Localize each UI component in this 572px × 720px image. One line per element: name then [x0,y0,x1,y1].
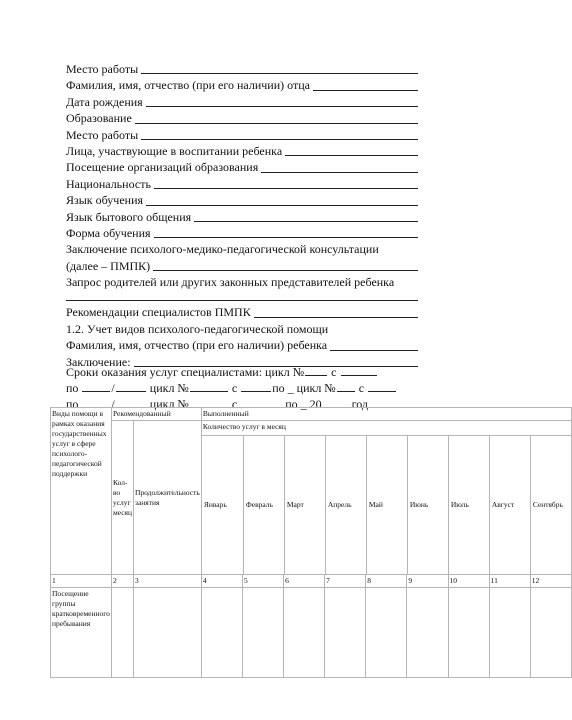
form-label: Посещение организаций образования [66,160,259,175]
form-label: Место работы [66,61,139,76]
month-header: Март [284,436,325,574]
form-label: Дата рождения [66,94,143,109]
table-row [51,588,572,678]
cell[interactable] [325,588,366,678]
schedule-label: Сроки оказания услуг специалистами: цикл № [66,365,305,379]
to-cycle-label: по _ цикл № [272,381,336,395]
month-header: Апрель [325,436,366,574]
cell[interactable] [242,588,283,678]
form-label: (далее – ПМПК) [66,258,151,273]
form-label: Рекомендации специалистов ПМПК [66,305,251,320]
assistance-table [50,407,572,678]
header-per-month: Количество услуг в месяц [202,422,286,431]
column-number: 12 [530,575,571,588]
header-completed: Выполненный [201,408,571,421]
header-recommended: Рекомендованный [111,408,201,421]
cell[interactable] [407,588,448,678]
form-label: Фамилия, имя, отчество (при его наличии) отца [66,78,310,93]
slash: / [111,381,115,395]
from-label: с [231,381,238,395]
month-header: Август [489,436,530,574]
months-row [202,435,571,574]
to-label: по [66,381,79,395]
header-duration: Продолжительность занятия [133,421,201,575]
to-label-3: по [66,397,79,411]
cycle-label: цикл № [149,381,189,395]
header-row-2 [51,421,572,575]
column-number: 9 [407,575,448,588]
column-number-row [51,575,572,588]
header-kinds: Виды помощи в рамках оказания государственных услуг в сфере психолого-педагогической поддержки [51,408,112,575]
column-number: 4 [201,575,242,588]
cell[interactable] [366,588,407,678]
to-year-label: по _ 20 [285,397,322,411]
form-label: Язык обучения [66,193,144,208]
row-label: Посещение группы кратковременного пребывания [51,588,112,678]
cell[interactable] [133,588,201,678]
column-number: 5 [242,575,283,588]
form-label: Место работы [66,127,139,142]
form-label: 1.2. Учет видов психолого-педагогической помощи [66,321,329,336]
form-label: Форма обучения [66,225,151,240]
cell[interactable] [201,588,242,678]
form-label: Заключение психолого-медико-педагогической консультации [66,242,379,257]
month-header: Июнь [407,436,448,574]
header-row-1 [51,408,572,421]
column-number: 7 [325,575,366,588]
column-number: 1 [51,575,112,588]
column-number: 3 [133,575,201,588]
from-label-2: с [358,381,365,395]
header-months-block [201,421,571,575]
year-label: год [351,397,369,411]
form-label: Запрос родителей или других законных представителей ребенка [66,275,395,290]
month-header: Январь [203,500,227,509]
month-header: Май [366,436,407,574]
form-label: Лица, участвующие в воспитании ребенка [66,143,283,158]
cell[interactable] [111,588,133,678]
column-number: 10 [448,575,489,588]
cycle-label-2: цикл № [149,397,189,411]
form-label: Фамилия, имя, отчество (при его наличии) ребенка [66,338,328,353]
cell[interactable] [489,588,530,678]
column-number: 2 [111,575,133,588]
from-label-3: с [231,397,238,411]
schedule-from-label: с [331,365,337,379]
cell[interactable] [530,588,571,678]
header-count: Кол-во услуг месяц [111,421,133,575]
month-header: Февраль [243,436,284,574]
column-number: 6 [284,575,325,588]
column-number: 8 [366,575,407,588]
cell[interactable] [448,588,489,678]
cell[interactable] [284,588,325,678]
form-label: Образование [66,111,132,126]
month-header: Сентябрь [530,436,571,574]
slash-2: / [111,397,115,411]
form-label: Национальность [66,176,151,191]
month-header: Июль [448,436,489,574]
form-label: Заключение: [66,354,131,369]
form-label: Язык бытового общения [66,209,192,224]
column-number: 11 [489,575,530,588]
